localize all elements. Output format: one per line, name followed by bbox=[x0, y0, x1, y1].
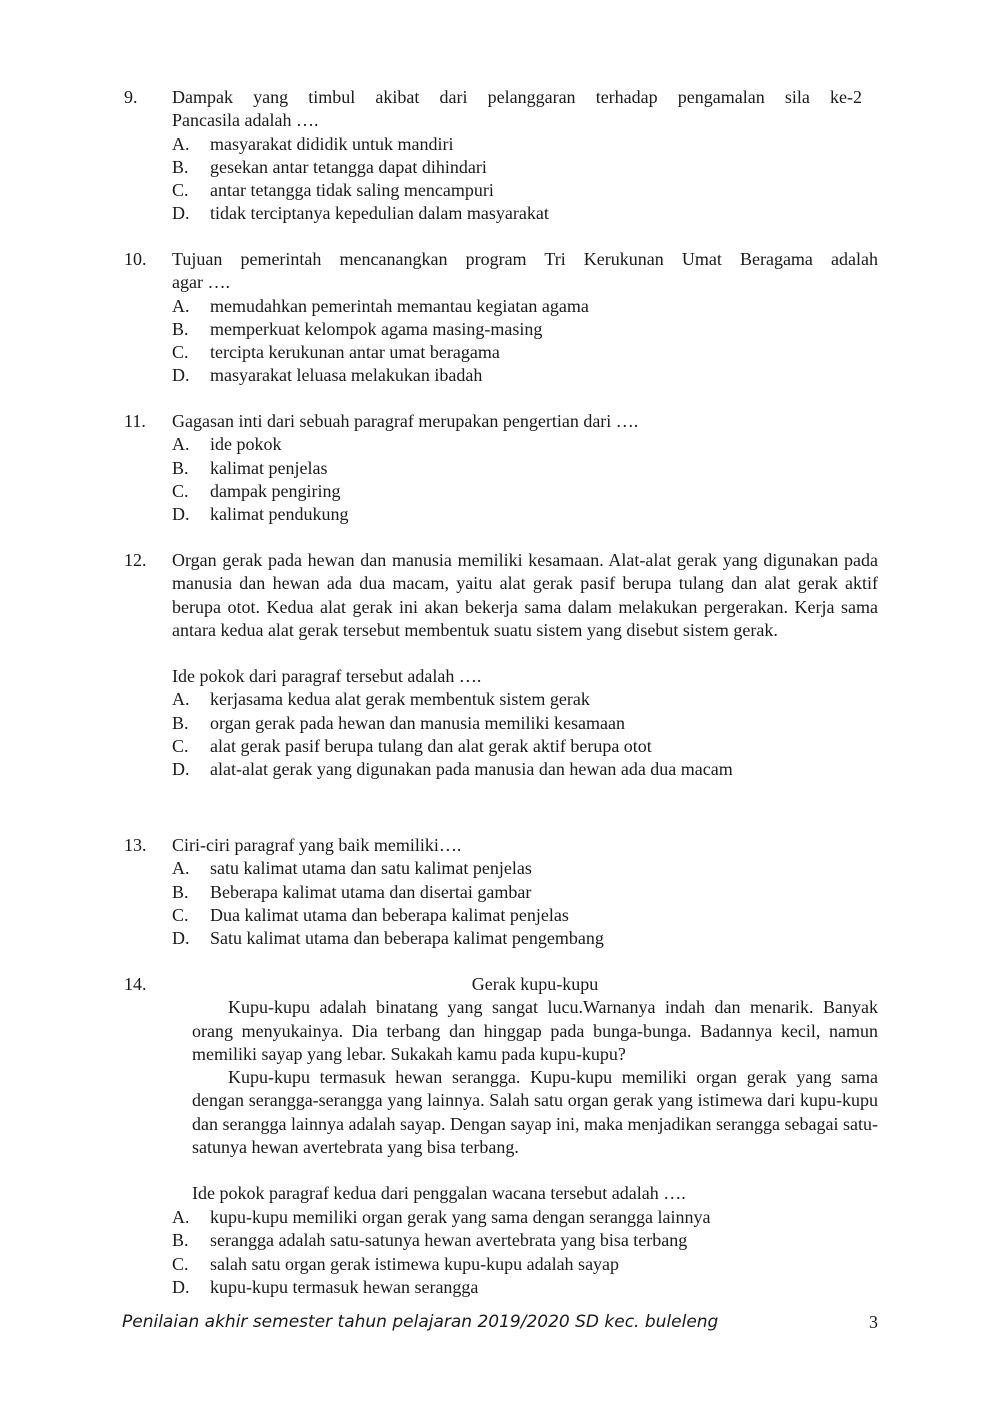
question-stem: Ciri-ciri paragraf yang baik memiliki…. bbox=[172, 835, 462, 855]
option-d bbox=[172, 758, 878, 781]
option-text: kupu-kupu memiliki organ gerak yang sama dengan serangga lainnya bbox=[210, 1207, 711, 1227]
question-stem: Tujuan pemerintah mencanangkan program Tri Kerukunan Umat Beragama adalah bbox=[172, 249, 878, 269]
question-stem: Ide pokok paragraf kedua dari penggalan wacana tersebut adalah …. bbox=[192, 1183, 686, 1204]
option-letter: B. bbox=[172, 712, 189, 733]
option-text: gesekan antar tetangga dapat dihindari bbox=[210, 156, 487, 177]
option-text: kalimat pendukung bbox=[210, 504, 349, 525]
option-c bbox=[172, 735, 878, 758]
option-letter: A. bbox=[172, 295, 190, 316]
option-b bbox=[172, 712, 878, 735]
option-text: serangga adalah satu-satunya hewan avertebrata yang bisa terbang bbox=[210, 1230, 688, 1251]
option-text: Dua kalimat utama dan beberapa kalimat penjelas bbox=[210, 904, 569, 925]
option-d bbox=[172, 202, 862, 225]
option-d bbox=[172, 927, 878, 950]
option-text: kerjasama kedua alat gerak membentuk sistem gerak bbox=[210, 689, 590, 710]
option-c bbox=[172, 1253, 878, 1276]
question-number: 12. bbox=[124, 550, 147, 570]
option-letter: A. bbox=[172, 133, 190, 154]
option-b bbox=[172, 457, 878, 480]
option-letter: C. bbox=[172, 1253, 189, 1274]
option-letter: C. bbox=[172, 180, 189, 201]
option-b bbox=[172, 1229, 878, 1252]
option-text: kupu-kupu termasuk hewan serangga bbox=[210, 1276, 479, 1297]
option-b bbox=[172, 156, 862, 179]
option-a bbox=[172, 1206, 878, 1229]
question-stem: Gagasan inti dari sebuah paragraf merupakan pengertian dari …. bbox=[172, 411, 639, 431]
footer-text: Penilaian akhir semester tahun pelajaran 2019/2020 SD kec. buleleng bbox=[122, 1312, 719, 1332]
option-letter: A. bbox=[172, 1207, 190, 1227]
option-letter: D. bbox=[172, 928, 190, 949]
question-number: 10. bbox=[124, 249, 147, 269]
option-text: alat gerak pasif berupa tulang dan alat gerak aktif berupa otot bbox=[210, 736, 652, 757]
option-text: masyarakat dididik untuk mandiri bbox=[210, 133, 454, 154]
option-letter: A. bbox=[172, 434, 190, 455]
option-letter: B. bbox=[172, 457, 189, 478]
option-text: Satu kalimat utama dan beberapa kalimat pengembang bbox=[210, 928, 604, 949]
option-letter: D. bbox=[172, 504, 190, 525]
question-number: 11. bbox=[124, 411, 146, 431]
reading-paragraph: Organ gerak pada hewan dan manusia memiliki kesamaan. Alat-alat gerak yang digunakan pada manusia dan hewan ada dua macam, yaitu alat gerak pasif berupa tulang dan alat gerak aktif berupa otot. Kedua alat gerak ini akan bekerja sama dalam melakukan pergerakan. Kerja sama antara kedua alat gerak tersebut membentuk suatu sistem yang disebut sistem gerak. bbox=[172, 550, 878, 640]
option-c bbox=[172, 341, 878, 364]
option-d bbox=[172, 503, 878, 526]
question-number: 9. bbox=[124, 87, 138, 107]
option-letter: C. bbox=[172, 480, 189, 501]
option-text: memudahkan pemerintah memantau kegiatan agama bbox=[210, 295, 589, 316]
option-letter: C. bbox=[172, 904, 189, 925]
option-text: antar tetangga tidak saling mencampuri bbox=[210, 180, 494, 201]
option-text: alat-alat gerak yang digunakan pada manusia dan hewan ada dua macam bbox=[210, 759, 733, 780]
option-b bbox=[172, 318, 878, 341]
option-letter: B. bbox=[172, 1230, 189, 1251]
option-text: memperkuat kelompok agama masing-masing bbox=[210, 318, 543, 339]
question-number: 13. bbox=[124, 835, 147, 855]
option-letter: D. bbox=[172, 203, 190, 224]
option-text: salah satu organ gerak istimewa kupu-kupu adalah sayap bbox=[210, 1253, 620, 1274]
option-text: Beberapa kalimat utama dan disertai gambar bbox=[210, 881, 532, 902]
option-letter: A. bbox=[172, 858, 190, 879]
reading-title: Gerak kupu-kupu bbox=[471, 974, 599, 994]
question-stem: Dampak yang timbul akibat dari pelanggaran terhadap pengamalan sila ke-2 bbox=[172, 87, 862, 107]
page-number: 3 bbox=[869, 1312, 878, 1332]
question-number: 14. bbox=[124, 974, 147, 994]
option-a bbox=[172, 295, 878, 318]
option-text: ide pokok bbox=[210, 434, 282, 455]
option-letter: C. bbox=[172, 736, 189, 757]
option-letter: A. bbox=[172, 689, 190, 710]
reading-paragraph: Kupu-kupu adalah binatang yang sangat lucu.Warnanya indah dan menarik. Banyak orang menyukainya. Dia terbang dan hinggap pada bunga-bunga. Badannya kecil, namun memiliki sayap yang lebar. Sukakah kamu pada kupu-kupu? bbox=[192, 997, 878, 1064]
option-letter: B. bbox=[172, 881, 189, 902]
option-letter: C. bbox=[172, 342, 189, 363]
option-a bbox=[172, 433, 878, 456]
option-c bbox=[172, 904, 878, 927]
option-b bbox=[172, 881, 878, 904]
reading-paragraph: Kupu-kupu termasuk hewan serangga. Kupu-kupu memiliki organ gerak yang sama dengan serangga-serangga yang lainnya. Salah satu organ gerak yang istimewa dari kupu-kupu dan serangga lainnya adalah sayap. Dengan sayap ini, maka menjadikan serangga sebagai satu-satunya hewan avertebrata yang bisa terbang. bbox=[192, 1067, 878, 1158]
question-stem: Ide pokok dari paragraf tersebut adalah …. bbox=[172, 666, 482, 687]
option-c bbox=[172, 179, 862, 202]
option-letter: D. bbox=[172, 759, 190, 780]
option-text: organ gerak pada hewan dan manusia memiliki kesamaan bbox=[210, 712, 626, 733]
option-text: dampak pengiring bbox=[210, 480, 341, 501]
option-text: kalimat penjelas bbox=[210, 457, 328, 478]
option-c bbox=[172, 480, 878, 503]
option-letter: D. bbox=[172, 1276, 190, 1297]
option-d bbox=[172, 1276, 878, 1299]
page-footer bbox=[122, 1311, 878, 1337]
question-stem-continued: agar …. bbox=[172, 272, 230, 293]
option-text: tidak terciptanya kepedulian dalam masyarakat bbox=[210, 203, 549, 224]
option-letter: D. bbox=[172, 365, 190, 386]
option-a bbox=[172, 688, 878, 711]
option-letter: B. bbox=[172, 156, 189, 177]
option-text: satu kalimat utama dan satu kalimat penjelas bbox=[210, 858, 532, 879]
question-stem-continued: Pancasila adalah …. bbox=[172, 110, 319, 131]
option-a bbox=[172, 857, 878, 880]
option-text: masyarakat leluasa melakukan ibadah bbox=[210, 365, 483, 386]
option-letter: B. bbox=[172, 318, 189, 339]
option-d bbox=[172, 364, 878, 387]
option-text: tercipta kerukunan antar umat beragama bbox=[210, 342, 500, 363]
option-a bbox=[172, 133, 862, 156]
